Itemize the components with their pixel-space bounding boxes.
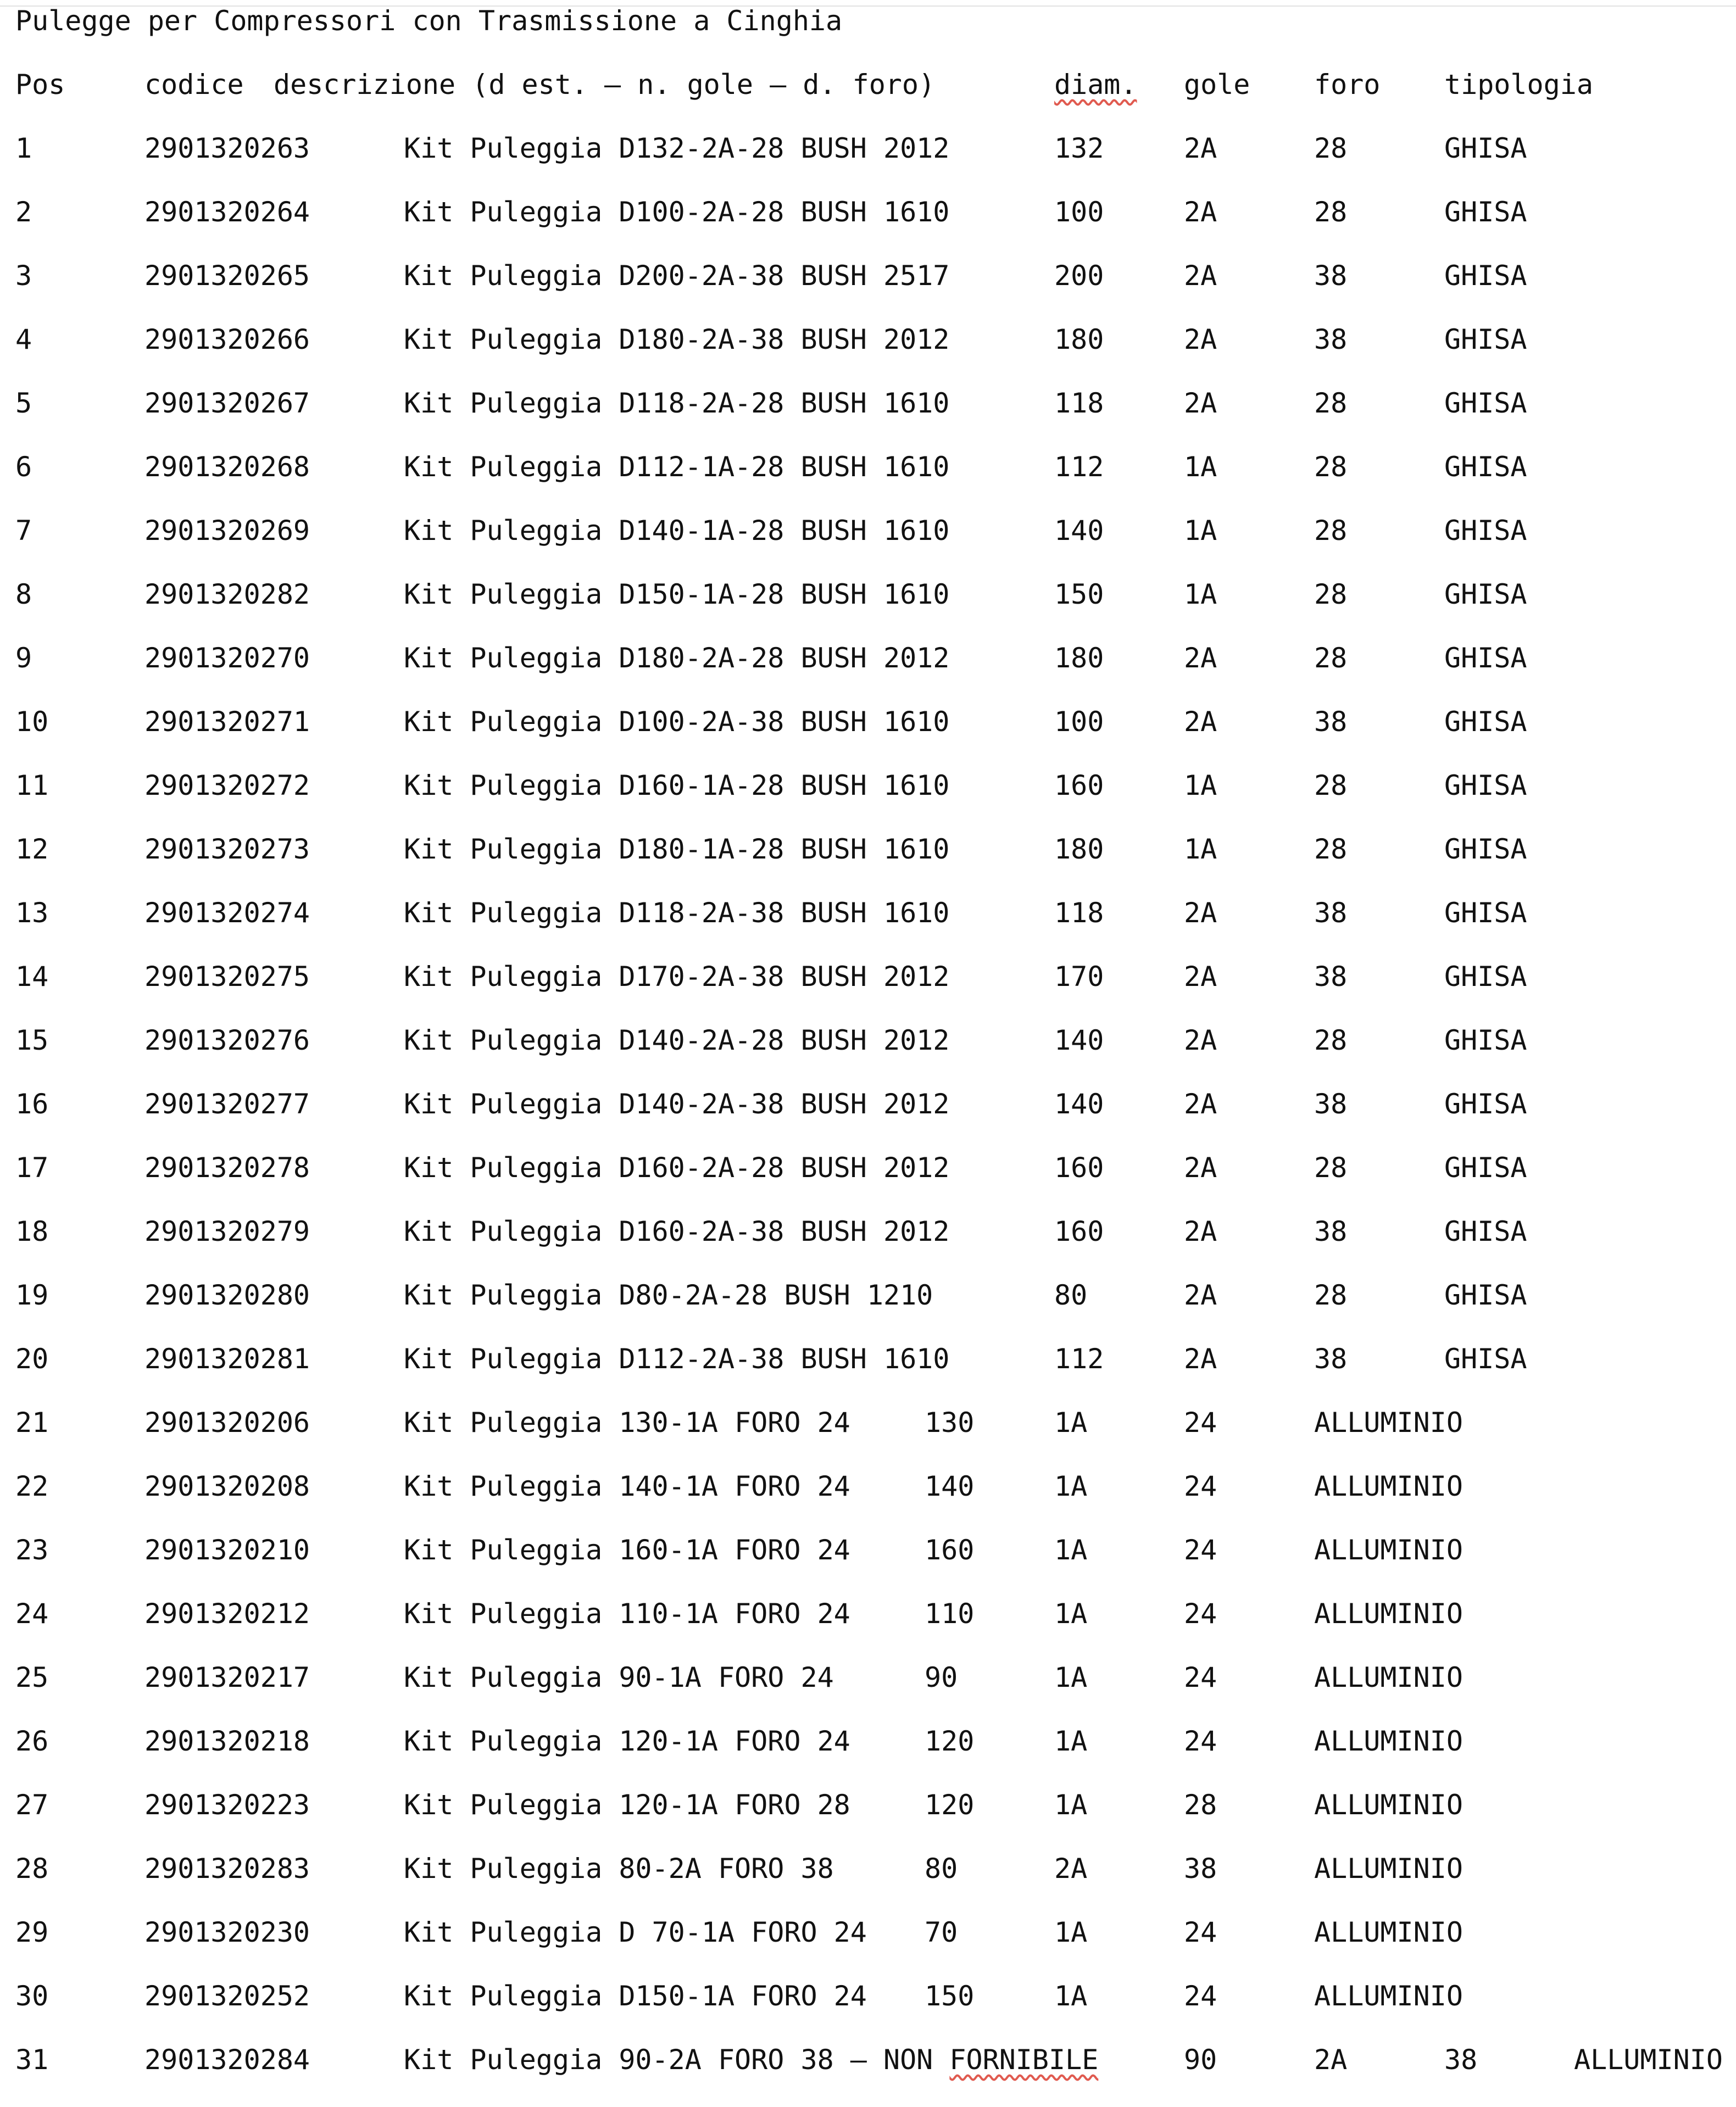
cell-codice: 2901320230 <box>144 1916 310 1948</box>
cell-pos: 7 <box>15 515 32 547</box>
cell-foro: 38 <box>1314 324 1348 355</box>
cell-descrizione: Kit Puleggia D80-2A-28 BUSH 1210 <box>404 1279 933 1311</box>
cell-tipologia: GHISA <box>1444 642 1527 674</box>
cell-codice: 2901320267 <box>144 387 310 419</box>
table-row <box>0 769 1736 833</box>
cell-pos: 26 <box>15 1725 49 1757</box>
cell-codice: 2901320277 <box>144 1088 310 1120</box>
cell-codice: 2901320210 <box>144 1534 310 1566</box>
cell-diam: 118 <box>1054 387 1104 419</box>
table-row <box>0 1279 1736 1342</box>
cell-codice: 2901320208 <box>144 1470 310 1502</box>
cell-descrizione: Kit Puleggia D140-1A-28 BUSH 1610 <box>404 515 950 547</box>
cell-pos: 29 <box>15 1916 49 1948</box>
cell-foro: 28 <box>1314 132 1348 164</box>
misspelled-word: FORNIBILE <box>949 2044 1099 2076</box>
cell-foro: 38 <box>1314 961 1348 993</box>
table-row <box>0 1342 1736 1406</box>
cell-gole: 1A <box>1054 1980 1088 2012</box>
cell-pos: 28 <box>15 1853 49 1885</box>
cell-codice: 2901320272 <box>144 770 310 801</box>
cell-diam: 100 <box>1054 706 1104 738</box>
table-row <box>0 1980 1736 2043</box>
cell-descrizione: Kit Puleggia 140-1A FORO 24 <box>404 1470 850 1502</box>
cell-descrizione: Kit Puleggia D140-2A-38 BUSH 2012 <box>404 1088 950 1120</box>
cell-foro: 28 <box>1314 196 1348 228</box>
cell-codice: 2901320266 <box>144 324 310 355</box>
cell-pos: 15 <box>15 1024 49 1056</box>
cell-gole: 2A <box>1184 1024 1217 1056</box>
table-row <box>0 1725 1736 1788</box>
cell-descrizione: Kit Puleggia D170-2A-38 BUSH 2012 <box>404 961 950 993</box>
cell-diam: 180 <box>1054 324 1104 355</box>
cell-descrizione: Kit Puleggia 120-1A FORO 24 <box>404 1725 850 1757</box>
cell-diam: 90 <box>1184 2044 1217 2076</box>
cell-tipologia: ALLUMINIO <box>1314 1470 1463 1502</box>
cell-tipologia: GHISA <box>1444 1024 1527 1056</box>
cell-tipologia: GHISA <box>1444 260 1527 292</box>
cell-gole: 1A <box>1184 451 1217 483</box>
cell-gole: 2A <box>1184 961 1217 993</box>
cell-descrizione: Kit Puleggia 110-1A FORO 24 <box>404 1598 850 1630</box>
cell-descrizione: Kit Puleggia D160-2A-28 BUSH 2012 <box>404 1152 950 1184</box>
cell-pos: 16 <box>15 1088 49 1120</box>
cell-foro: 28 <box>1314 387 1348 419</box>
cell-codice: 2901320223 <box>144 1789 310 1821</box>
header-line <box>0 68 1736 132</box>
cell-codice: 2901320283 <box>144 1853 310 1885</box>
cell-gole: 1A <box>1054 1916 1088 1948</box>
cell-tipologia: GHISA <box>1444 324 1527 355</box>
cell-pos: 5 <box>15 387 32 419</box>
cell-descrizione: Kit Puleggia D118-2A-28 BUSH 1610 <box>404 387 950 419</box>
cell-descrizione: Kit Puleggia 90-1A FORO 24 <box>404 1662 834 1693</box>
table-row <box>0 1597 1736 1661</box>
cell-pos: 10 <box>15 706 49 738</box>
cell-descrizione: Kit Puleggia D100-2A-28 BUSH 1610 <box>404 196 950 228</box>
cell-diam: 120 <box>925 1725 975 1757</box>
cell-diam: 140 <box>1054 1024 1104 1056</box>
cell-codice: 2901320284 <box>144 2044 310 2076</box>
cell-diam: 170 <box>1054 961 1104 993</box>
table-row <box>0 705 1736 769</box>
cell-pos: 3 <box>15 260 32 292</box>
table-row <box>0 1661 1736 1725</box>
cell-pos: 18 <box>15 1216 49 1247</box>
cell-gole: 2A <box>1184 324 1217 355</box>
cell-diam: 200 <box>1054 260 1104 292</box>
cell-codice: 2901320276 <box>144 1024 310 1056</box>
cell-diam: 180 <box>1054 833 1104 865</box>
cell-pos: 13 <box>15 897 49 929</box>
cell-foro: 24 <box>1184 1598 1217 1630</box>
header-diam: diam. <box>1054 69 1137 101</box>
header-foro: foro <box>1314 69 1381 101</box>
cell-foro: 24 <box>1184 1980 1217 2012</box>
cell-foro: 28 <box>1314 1152 1348 1184</box>
table-row <box>0 1788 1736 1852</box>
cell-foro: 38 <box>1184 1853 1217 1885</box>
cell-gole: 2A <box>1184 387 1217 419</box>
document-title: Pulegge per Compressori con Trasmissione a Cinghia <box>15 5 843 37</box>
cell-diam: 160 <box>1054 1152 1104 1184</box>
cell-foro: 28 <box>1314 1024 1348 1056</box>
cell-diam: 150 <box>925 1980 975 2012</box>
cell-tipologia: ALLUMINIO <box>1314 1534 1463 1566</box>
cell-diam: 180 <box>1054 642 1104 674</box>
table-row <box>0 514 1736 578</box>
cell-descrizione: Kit Puleggia D112-2A-38 BUSH 1610 <box>404 1343 950 1375</box>
cell-codice: 2901320282 <box>144 578 310 610</box>
cell-descrizione: Kit Puleggia D160-1A-28 BUSH 1610 <box>404 770 950 801</box>
cell-gole: 2A <box>1184 1216 1217 1247</box>
cell-tipologia: GHISA <box>1444 770 1527 801</box>
cell-foro: 38 <box>1314 706 1348 738</box>
cell-foro: 28 <box>1314 451 1348 483</box>
cell-pos: 1 <box>15 132 32 164</box>
cell-tipologia: GHISA <box>1444 132 1527 164</box>
cell-pos: 14 <box>15 961 49 993</box>
cell-foro: 28 <box>1314 1279 1348 1311</box>
cell-descrizione: Kit Puleggia D200-2A-38 BUSH 2517 <box>404 260 950 292</box>
cell-tipologia: GHISA <box>1444 961 1527 993</box>
cell-diam: 140 <box>1054 515 1104 547</box>
cell-diam: 160 <box>1054 1216 1104 1247</box>
cell-diam: 70 <box>925 1916 958 1948</box>
cell-foro: 24 <box>1184 1470 1217 1502</box>
cell-gole: 1A <box>1054 1725 1088 1757</box>
cell-descrizione: Kit Puleggia D132-2A-28 BUSH 2012 <box>404 132 950 164</box>
cell-diam: 110 <box>925 1598 975 1630</box>
cell-gole: 2A <box>1184 706 1217 738</box>
cell-codice: 2901320268 <box>144 451 310 483</box>
cell-gole: 1A <box>1054 1598 1088 1630</box>
cell-tipologia: ALLUMINIO <box>1314 1916 1463 1948</box>
cell-foro: 38 <box>1314 260 1348 292</box>
cell-gole: 1A <box>1054 1470 1088 1502</box>
table-row <box>0 1215 1736 1279</box>
cell-codice: 2901320206 <box>144 1407 310 1439</box>
cell-descrizione: Kit Puleggia 80-2A FORO 38 <box>404 1853 834 1885</box>
cell-tipologia: ALLUMINIO <box>1314 1853 1463 1885</box>
cell-foro: 38 <box>1314 1088 1348 1120</box>
table-row <box>0 1916 1736 1980</box>
cell-tipologia: ALLUMINIO <box>1574 2044 1723 2076</box>
cell-foro: 28 <box>1314 833 1348 865</box>
cell-foro: 24 <box>1184 1534 1217 1566</box>
table-row <box>0 896 1736 960</box>
cell-gole: 2A <box>1184 132 1217 164</box>
cell-tipologia: GHISA <box>1444 196 1527 228</box>
cell-diam: 140 <box>1054 1088 1104 1120</box>
table-row <box>0 196 1736 259</box>
cell-diam: 90 <box>925 1662 958 1693</box>
cell-pos: 20 <box>15 1343 49 1375</box>
cell-gole: 2A <box>1184 1152 1217 1184</box>
document-title-line <box>0 4 1736 68</box>
cell-gole: 1A <box>1054 1534 1088 1566</box>
cell-codice: 2901320212 <box>144 1598 310 1630</box>
cell-descrizione: Kit Puleggia D112-1A-28 BUSH 1610 <box>404 451 950 483</box>
cell-foro: 24 <box>1184 1662 1217 1693</box>
table-row <box>0 1852 1736 1916</box>
cell-descrizione: Kit Puleggia D118-2A-38 BUSH 1610 <box>404 897 950 929</box>
cell-tipologia: GHISA <box>1444 897 1527 929</box>
cell-gole: 2A <box>1184 897 1217 929</box>
header-descrizione: descrizione (d est. – n. gole – d. foro) <box>274 69 936 101</box>
cell-tipologia: GHISA <box>1444 1216 1527 1247</box>
table-row <box>0 132 1736 196</box>
cell-pos: 17 <box>15 1152 49 1184</box>
cell-pos: 4 <box>15 324 32 355</box>
cell-pos: 25 <box>15 1662 49 1693</box>
cell-diam: 120 <box>925 1789 975 1821</box>
cell-codice: 2901320271 <box>144 706 310 738</box>
cell-diam: 80 <box>1054 1279 1088 1311</box>
cell-foro: 38 <box>1314 1343 1348 1375</box>
cell-diam: 160 <box>1054 770 1104 801</box>
cell-codice: 2901320275 <box>144 961 310 993</box>
header-codice: codice <box>144 69 244 101</box>
cell-pos: 22 <box>15 1470 49 1502</box>
cell-foro: 38 <box>1314 1216 1348 1247</box>
cell-gole: 2A <box>1184 1279 1217 1311</box>
cell-tipologia: GHISA <box>1444 706 1527 738</box>
cell-descrizione: Kit Puleggia 130-1A FORO 24 <box>404 1407 850 1439</box>
table-row <box>0 1151 1736 1215</box>
cell-descrizione: Kit Puleggia D180-2A-38 BUSH 2012 <box>404 324 950 355</box>
cell-diam: 150 <box>1054 578 1104 610</box>
table-row <box>0 1534 1736 1597</box>
cell-foro: 24 <box>1184 1725 1217 1757</box>
cell-descrizione: Kit Puleggia 160-1A FORO 24 <box>404 1534 850 1566</box>
table-row <box>0 1406 1736 1470</box>
cell-codice: 2901320264 <box>144 196 310 228</box>
cell-gole: 1A <box>1184 515 1217 547</box>
cell-gole: 2A <box>1314 2044 1348 2076</box>
table-row <box>0 578 1736 642</box>
cell-foro: 24 <box>1184 1407 1217 1439</box>
header-pos: Pos <box>15 69 65 101</box>
cell-tipologia: GHISA <box>1444 1279 1527 1311</box>
cell-diam: 100 <box>1054 196 1104 228</box>
header-tipologia: tipologia <box>1444 69 1593 101</box>
cell-descrizione: Kit Puleggia D150-1A FORO 24 <box>404 1980 867 2012</box>
table-row <box>0 387 1736 450</box>
cell-pos: 21 <box>15 1407 49 1439</box>
cell-descrizione: Kit Puleggia D100-2A-38 BUSH 1610 <box>404 706 950 738</box>
cell-pos: 6 <box>15 451 32 483</box>
table-row <box>0 1024 1736 1088</box>
cell-pos: 27 <box>15 1789 49 1821</box>
cell-pos: 24 <box>15 1598 49 1630</box>
cell-diam: 140 <box>925 1470 975 1502</box>
cell-pos: 31 <box>15 2044 49 2076</box>
cell-pos: 8 <box>15 578 32 610</box>
cell-foro: 24 <box>1184 1916 1217 1948</box>
cell-pos: 9 <box>15 642 32 674</box>
cell-gole: 1A <box>1054 1407 1088 1439</box>
cell-codice: 2901320280 <box>144 1279 310 1311</box>
cell-gole: 2A <box>1054 1853 1088 1885</box>
cell-tipologia: GHISA <box>1444 578 1527 610</box>
cell-pos: 12 <box>15 833 49 865</box>
table-row <box>0 450 1736 514</box>
cell-tipologia: GHISA <box>1444 1088 1527 1120</box>
cell-descrizione: Kit Puleggia D150-1A-28 BUSH 1610 <box>404 578 950 610</box>
cell-gole: 2A <box>1184 196 1217 228</box>
cell-codice: 2901320263 <box>144 132 310 164</box>
cell-foro: 28 <box>1314 515 1348 547</box>
cell-tipologia: GHISA <box>1444 451 1527 483</box>
cell-tipologia: ALLUMINIO <box>1314 1407 1463 1439</box>
cell-pos: 2 <box>15 196 32 228</box>
cell-diam: 80 <box>925 1853 958 1885</box>
cell-descrizione: Kit Puleggia D160-2A-38 BUSH 2012 <box>404 1216 950 1247</box>
cell-diam: 112 <box>1054 1343 1104 1375</box>
header-gole: gole <box>1184 69 1250 101</box>
cell-codice: 2901320265 <box>144 260 310 292</box>
cell-tipologia: ALLUMINIO <box>1314 1725 1463 1757</box>
cell-descrizione: Kit Puleggia D180-2A-28 BUSH 2012 <box>404 642 950 674</box>
cell-codice: 2901320218 <box>144 1725 310 1757</box>
table-row <box>0 960 1736 1024</box>
table-row <box>0 1470 1736 1534</box>
cell-diam: 112 <box>1054 451 1104 483</box>
cell-gole: 2A <box>1184 260 1217 292</box>
cell-gole: 1A <box>1184 833 1217 865</box>
cell-diam: 118 <box>1054 897 1104 929</box>
table-row <box>0 2043 1736 2107</box>
cell-descrizione <box>404 2043 1098 2076</box>
cell-codice: 2901320274 <box>144 897 310 929</box>
descrizione-text: Kit Puleggia 90-2A FORO 38 – NON <box>404 2044 950 2076</box>
cell-tipologia: ALLUMINIO <box>1314 1662 1463 1693</box>
cell-codice: 2901320279 <box>144 1216 310 1247</box>
cell-diam: 160 <box>925 1534 975 1566</box>
cell-foro: 28 <box>1314 578 1348 610</box>
cell-gole: 2A <box>1184 1088 1217 1120</box>
table-row <box>0 259 1736 323</box>
cell-pos: 11 <box>15 770 49 801</box>
cell-diam: 130 <box>925 1407 975 1439</box>
cell-tipologia: GHISA <box>1444 833 1527 865</box>
cell-descrizione: Kit Puleggia D 70-1A FORO 24 <box>404 1916 867 1948</box>
cell-foro: 28 <box>1314 642 1348 674</box>
cell-codice: 2901320252 <box>144 1980 310 2012</box>
cell-foro: 38 <box>1444 2044 1478 2076</box>
cell-codice: 2901320270 <box>144 642 310 674</box>
table-row <box>0 1088 1736 1151</box>
cell-descrizione: Kit Puleggia 120-1A FORO 28 <box>404 1789 850 1821</box>
table-row <box>0 642 1736 705</box>
cell-descrizione: Kit Puleggia D140-2A-28 BUSH 2012 <box>404 1024 950 1056</box>
table-row <box>0 323 1736 387</box>
cell-tipologia: GHISA <box>1444 515 1527 547</box>
cell-foro: 28 <box>1314 770 1348 801</box>
cell-tipologia: GHISA <box>1444 387 1527 419</box>
cell-gole: 1A <box>1054 1662 1088 1693</box>
cell-gole: 1A <box>1184 578 1217 610</box>
cell-codice: 2901320269 <box>144 515 310 547</box>
cell-gole: 2A <box>1184 642 1217 674</box>
cell-tipologia: GHISA <box>1444 1343 1527 1375</box>
cell-gole: 1A <box>1184 770 1217 801</box>
cell-pos: 23 <box>15 1534 49 1566</box>
cell-codice: 2901320217 <box>144 1662 310 1693</box>
cell-pos: 19 <box>15 1279 49 1311</box>
cell-gole: 2A <box>1184 1343 1217 1375</box>
cell-descrizione: Kit Puleggia D180-1A-28 BUSH 1610 <box>404 833 950 865</box>
cell-tipologia: ALLUMINIO <box>1314 1980 1463 2012</box>
cell-foro: 28 <box>1184 1789 1217 1821</box>
cell-foro: 38 <box>1314 897 1348 929</box>
cell-tipologia: ALLUMINIO <box>1314 1598 1463 1630</box>
cell-gole: 1A <box>1054 1789 1088 1821</box>
cell-pos: 30 <box>15 1980 49 2012</box>
cell-codice: 2901320281 <box>144 1343 310 1375</box>
cell-codice: 2901320278 <box>144 1152 310 1184</box>
cell-diam: 132 <box>1054 132 1104 164</box>
cell-tipologia: ALLUMINIO <box>1314 1789 1463 1821</box>
cell-tipologia: GHISA <box>1444 1152 1527 1184</box>
cell-codice: 2901320273 <box>144 833 310 865</box>
table-row <box>0 833 1736 896</box>
